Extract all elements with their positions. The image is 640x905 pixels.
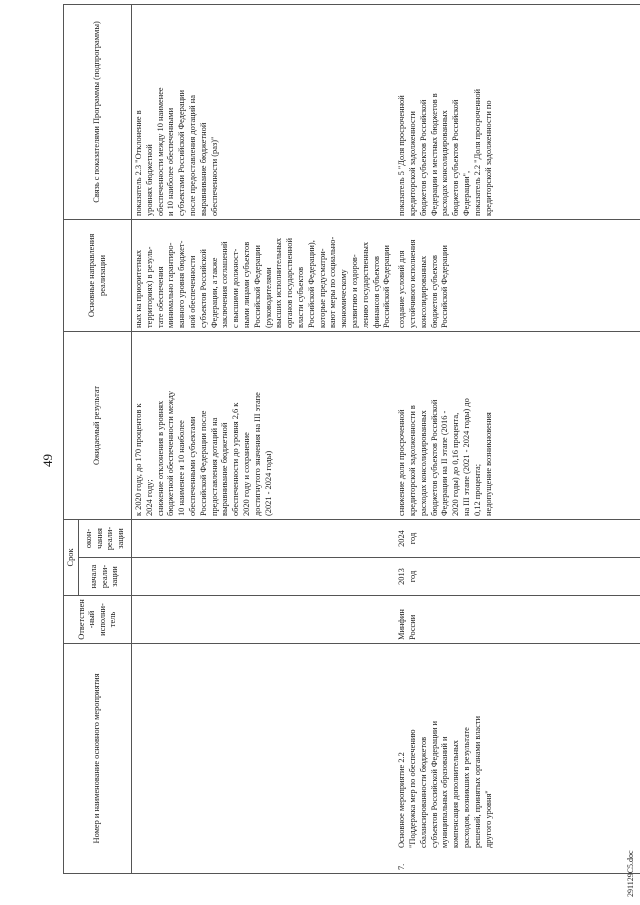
text-line: Российской Федерации: [382, 245, 392, 328]
text-line: высших исполнительных: [274, 237, 284, 328]
text-line: Российской Федерации: [252, 245, 262, 328]
cell-end: [395, 520, 640, 558]
cell-indicator-link: [132, 5, 396, 220]
text-line: вают меры по социально-: [328, 236, 338, 328]
header-directions: Основные направления реализации: [64, 220, 132, 332]
text-line: год: [407, 570, 417, 583]
text-line: компенсация дополнительных: [451, 740, 461, 848]
text-line: ной обеспеченности: [187, 255, 197, 328]
text-line: 2024 году;: [144, 479, 154, 516]
cell-end: [132, 520, 396, 558]
text-line: год: [407, 532, 417, 545]
text-line: снижение доли просроченной: [397, 409, 407, 516]
text-line: которые предусматри-: [317, 248, 327, 328]
header-row: [64, 5, 79, 874]
text-line: лению государственных: [360, 241, 370, 328]
cell-indicator-link: [395, 5, 640, 220]
cell-directions: [132, 220, 396, 332]
cell-result: [132, 332, 396, 520]
text-line: недопущение возникновения: [483, 412, 493, 516]
text-line: бюджетов субъектов: [429, 255, 439, 328]
header-term-start: начала реали-зации: [79, 558, 132, 596]
text-line: заключения соглашений: [220, 241, 230, 328]
text-line: после предоставления дотаций на: [187, 95, 197, 216]
text-line: бюджетов субъектов Российской: [429, 399, 439, 516]
text-line: органов государственной: [285, 238, 295, 328]
text-line: тате обеспечения: [155, 266, 165, 328]
text-line: власти субъектов: [295, 266, 305, 328]
program-table: [63, 4, 640, 874]
text-line: к 2020 году, до 170 процентов к: [134, 403, 143, 516]
text-line: снижение отклонения в уровнях: [155, 400, 165, 516]
text-line: достигнутого значения на III этапе: [252, 392, 262, 516]
text-line: Основное мероприятие 2.2: [397, 752, 407, 848]
cell-executor: [395, 596, 640, 644]
text-line: Российской Федерации: [440, 245, 450, 328]
cell-result: [395, 332, 640, 520]
text-line: 10 наименее и 10 наиболее: [177, 420, 187, 516]
text-line: муниципальных образований и: [440, 736, 450, 848]
text-line: ными лицами субъектов: [241, 241, 251, 328]
text-line: консолидированных: [418, 255, 428, 328]
text-line: бюджетов субъектов Российской: [418, 99, 428, 216]
text-line: Российской Федерации после: [198, 410, 208, 516]
text-line: минимально гарантиро-: [166, 242, 176, 328]
text-line: Федерации на II этапе (2016 -: [440, 410, 450, 516]
text-line: 2024: [397, 530, 407, 547]
text-line: обеспеченности (раз)": [209, 136, 219, 216]
text-line: кредиторской задолженности по: [483, 100, 493, 216]
text-line: России: [407, 614, 417, 640]
text-line: субъектов Российской: [198, 249, 208, 328]
cell-executor: [132, 596, 396, 644]
text-line: субъектов Российской Федерации и: [429, 720, 439, 848]
text-line: устойчивого исполнения: [407, 239, 417, 328]
text-line: показатель 2.3 "Отклонение в: [134, 110, 143, 216]
text-line: расходах консолидированных: [440, 110, 450, 216]
text-line: Минфин: [397, 609, 407, 640]
text-line: решений, принятых органами власти: [472, 716, 482, 848]
text-line: сбалансированности бюджетов: [418, 736, 428, 848]
text-line: и 10 наиболее обеспеченными: [166, 107, 176, 216]
header-indicator-link: Связь с показателями Программы (подпрограммы): [64, 5, 132, 220]
text-line: обеспеченности между 10 наименее: [155, 87, 165, 216]
text-line: территориях) в резуль-: [144, 246, 154, 328]
header-term: Срок: [64, 520, 79, 596]
header-measure: Номер и наименование основного мероприятия: [64, 644, 132, 874]
text-line: показатель 5 "Доля просроченной: [397, 95, 407, 216]
text-line: на III этапе (2021 - 2024 годы) до: [461, 398, 471, 516]
text-line: расходов, возникших в результате: [461, 727, 471, 848]
text-line: обеспеченности до уровня 2,6 к: [231, 402, 241, 516]
text-line: субъектами Российской Федерации: [177, 89, 187, 216]
text-line: предоставления дотаций на: [209, 417, 219, 516]
text-line: 2020 годы) до 0,16 процента,: [451, 412, 461, 516]
text-line: ванного уровня бюджет-: [177, 240, 187, 328]
table-row-continuation: [132, 5, 396, 874]
text-line: финансов субъектов: [371, 256, 381, 328]
table-row-7: [395, 5, 640, 874]
text-line: Федерации, а также: [209, 257, 219, 328]
text-line: Российской Федерации),: [306, 240, 316, 328]
text-line: выравнивание бюджетной: [198, 122, 208, 216]
cell-directions: [395, 220, 640, 332]
text-line: другого уровня": [483, 790, 493, 848]
text-line: уровнях бюджетной: [144, 144, 154, 216]
text-line: ных на приоритетных: [134, 249, 143, 328]
text-line: создание условий для: [397, 250, 407, 328]
text-line: бюджетов субъектов Российской: [451, 99, 461, 216]
text-line: 0,12 процента;: [472, 463, 482, 516]
text-line: с высшими должност-: [231, 248, 241, 328]
cell-measure: [132, 644, 396, 874]
text-line: Федерации",: [461, 170, 471, 216]
text-line: экономическому: [339, 269, 349, 328]
text-line: расходах консолидированных: [418, 410, 428, 516]
document-id: 291129C5.doc: [626, 850, 635, 897]
text-line: (руководителями: [263, 267, 273, 328]
text-line: выравнивание бюджетной: [220, 422, 230, 516]
text-line: 2020 году и сохранение: [241, 432, 251, 516]
text-line: "Поддержка мер по обеспечению: [407, 729, 417, 848]
header-term-end: окон-чания реали-зации: [79, 520, 132, 558]
text-line: кредиторской задолженности в: [407, 405, 417, 516]
text-line: бюджетной обеспеченности между: [166, 390, 176, 516]
text-line: (2021 - 2024 годы): [263, 450, 273, 516]
header-executor: Ответствен-ный исполни-тель: [64, 596, 132, 644]
text-line: 2013: [397, 568, 407, 585]
page-number: 49: [40, 454, 55, 467]
row-number: 7.: [397, 863, 407, 870]
text-line: показатель 2.2 "Доля просроченной: [472, 88, 482, 216]
cell-start: [395, 558, 640, 596]
text-line: кредиторской задолженности: [407, 111, 417, 216]
text-line: Федерации и местных бюджетов в: [429, 93, 439, 216]
cell-start: [132, 558, 396, 596]
header-expected-result: Ожидаемый результат: [64, 332, 132, 520]
text-line: развитию и оздоров-: [349, 254, 359, 328]
text-line: обеспеченными субъектами: [187, 416, 197, 516]
cell-measure: [395, 644, 640, 874]
